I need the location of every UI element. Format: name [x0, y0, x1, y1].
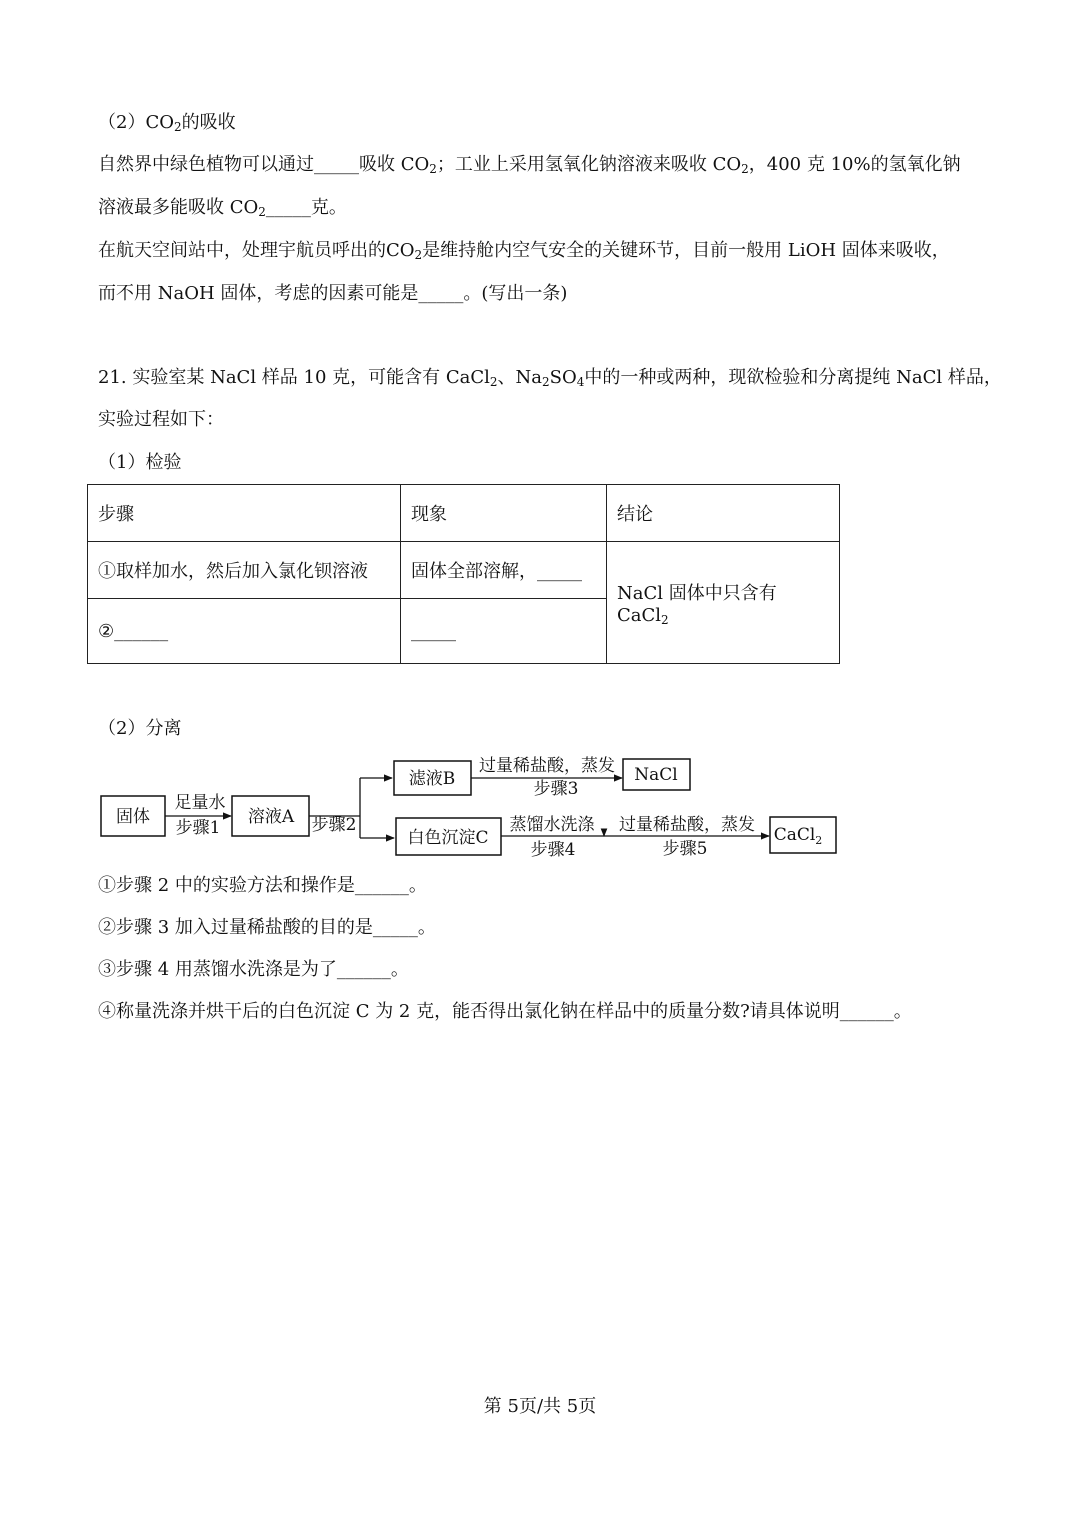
sub-question-4: ④称量洗涤并烘干后的白色沉淀 C 为 2 克，能否得出氯化钠在样品中的质量分数?请具体说明______。	[98, 1001, 912, 1022]
row1-step: ①取样加水，然后加入氯化钡溶液	[88, 542, 401, 599]
co2-paragraph-line-4: 而不用 NaOH 固体，考虑的因素可能是_____。(写出一条)	[98, 283, 568, 304]
co2-paragraph-line-1: 自然界中绿色植物可以通过_____吸收 $CO_2$；工业上采用氢氧化钠溶液来吸收 $CO_2$，400 克 10%的氢氧化钠	[98, 154, 961, 176]
solid-label: 固体	[116, 807, 150, 827]
question-21-stem-cont: 实验过程如下：	[98, 409, 224, 430]
inspection-table	[87, 484, 840, 664]
header-conclusion: 结论	[607, 485, 840, 542]
nacl-label: NaCl	[634, 765, 678, 785]
precipitate-c-label: 白色沉淀C	[407, 828, 489, 848]
step4-label: 步骤4	[530, 840, 576, 860]
header-step: 步骤	[88, 485, 401, 542]
row2-phenomenon: _____	[401, 599, 607, 664]
part-1-heading: （1）检验	[98, 452, 182, 473]
co2-paragraph-line-3: 在航天空间站中，处理宇航员呼出的$CO_2$是维持舱内空气安全的关键环节，目前一般用 LiOH 固体来吸收，	[98, 240, 950, 262]
part-2-heading: （2）分离	[98, 718, 182, 739]
table-header-row	[88, 485, 840, 542]
acid-evap-label-5: 过量稀盐酸，蒸发	[619, 815, 755, 835]
wash-label: 蒸馏水洗涤	[509, 815, 595, 835]
conclusion-cell: NaCl 固体中只含有 CaCl$_2$	[607, 542, 840, 664]
step2-label: 步骤2	[311, 815, 357, 835]
sub-question-1: ①步骤 2 中的实验方法和操作是______。	[98, 875, 427, 896]
co2-paragraph-line-2: 溶液最多能吸收 $CO_2\_\_\_\_\_$克。	[98, 197, 347, 219]
question-21-stem: 21. 实验室某 NaCl 样品 10 克，可能含有 CaCl$_2$、$Na_2SO_4$中的一种或两种，现欲检验和分离提纯 NaCl 样品，	[98, 367, 1002, 389]
step5-label: 步骤5	[662, 839, 708, 859]
sub-question-2: ②步骤 3 加入过量稀盐酸的目的是_____。	[98, 917, 436, 938]
step3-label: 步骤3	[533, 779, 579, 799]
acid-evap-label-3: 过量稀盐酸，蒸发	[479, 756, 615, 776]
water-label: 足量水	[174, 793, 226, 813]
header-phenomenon: 现象	[401, 485, 607, 542]
co2-heading: $(2)CO_2$的吸收	[98, 112, 236, 134]
table-row	[88, 542, 840, 599]
solution-a-label: 溶液A	[247, 807, 295, 827]
separation-flowchart	[96, 752, 856, 864]
filtrate-b-label: 滤液B	[408, 769, 456, 789]
step1-label: 步骤1	[175, 818, 221, 838]
row2-step: ②______	[88, 599, 401, 664]
sub-question-3: ③步骤 4 用蒸馏水洗涤是为了______。	[98, 959, 409, 980]
page-footer: 第 5页/共 5页	[483, 1396, 597, 1417]
cacl2-label: CaCl$_2$	[773, 825, 823, 847]
row1-phenomenon: 固体全部溶解，_____	[401, 542, 607, 599]
